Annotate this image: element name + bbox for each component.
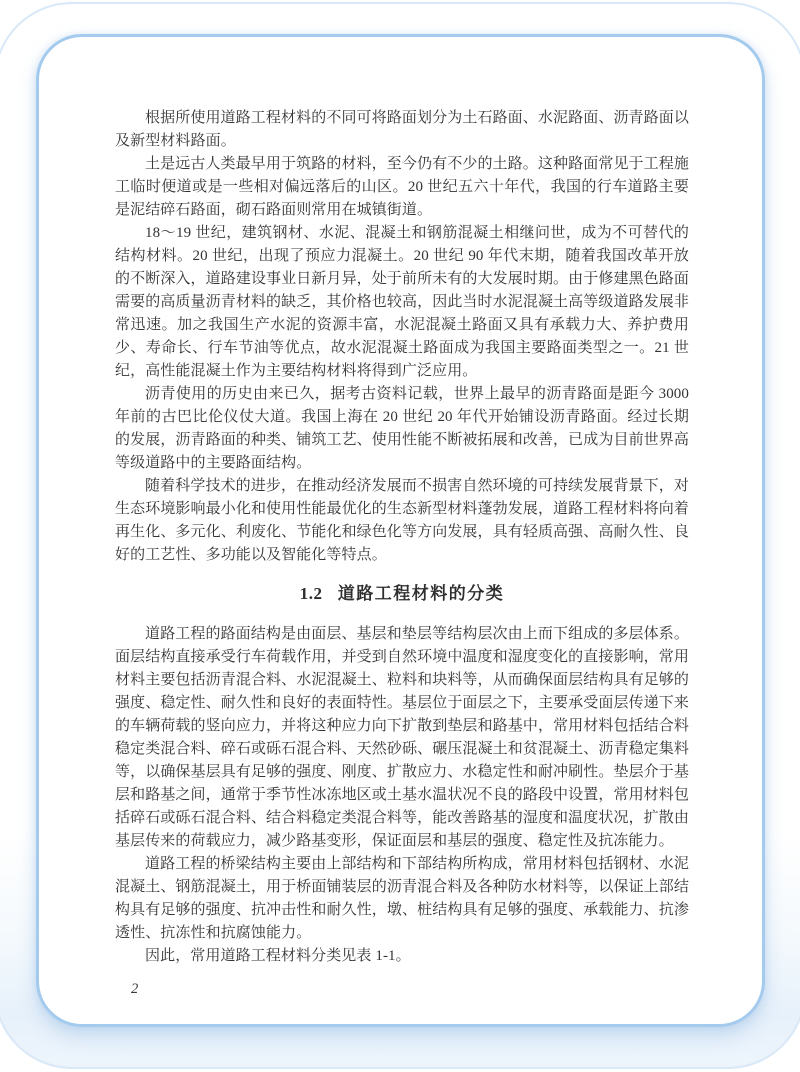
page-content bbox=[115, 107, 689, 1001]
inner-border-frame bbox=[36, 34, 765, 1027]
body-paragraph: 道路工程的桥梁结构主要由上部结构和下部结构所构成，常用材料包括钢材、水泥混凝土、钢筋混凝土，用于桥面铺装层的沥青混合料及各种防水材料等，以保证上部结构具有足够的强度、抗冲击性和耐久性，墩、桩结构具有足够的强度、承载能力、抗渗透性、抗冻性和抗腐蚀能力。 bbox=[115, 856, 689, 941]
body-paragraph: 18～19 世纪，建筑钢材、水泥、混凝土和钢筋混凝土相继问世，成为不可替代的结构材料。20 世纪，出现了预应力混凝土。20 世纪 90 年代末期，随着我国改革开放的不断深入，道路建设事业日新月异，处于前所未有的大发展时期。由于修建黑色路面需要的高质量沥青材料的缺乏，其价格也较高，因此当时水泥混凝土高等级道路发展非常迅速。加之我国生产水泥的资源丰富，水泥混凝土路面又具有承载力大、养护费用少、寿命长、行车节油等优点，故水泥混凝土路面成为我国主要路面类型之一。21 世纪，高性能混凝土作为主要结构材料将得到广泛应用。 bbox=[115, 225, 689, 379]
body-paragraph: 根据所使用道路工程材料的不同可将路面划分为土石路面、水泥路面、沥青路面以及新型材料路面。 bbox=[115, 110, 689, 149]
body-paragraph: 因此，常用道路工程材料分类见表 1-1。 bbox=[145, 948, 411, 964]
body-paragraph: 土是远古人类最早用于筑路的材料，至今仍有不少的土路。这种路面常见于工程施工临时便道或是一些相对偏远落后的山区。20 世纪五六十年代，我国的行车道路主要是泥结碎石路面，砌石路面则常用在城镇街道。 bbox=[115, 156, 689, 218]
section-number: 1.2 bbox=[299, 584, 323, 603]
body-paragraph: 道路工程的路面结构是由面层、基层和垫层等结构层次由上而下组成的多层体系。面层结构直接承受行车荷载作用，并受到自然环境中温度和湿度变化的直接影响，常用材料主要包括沥青混合料、水泥混凝土、粒料和块料等，从而确保面层结构具有足够的强度、稳定性、耐久性和良好的表面特性。基层位于面层之下，主要承受面层传递下来的车辆荷载的竖向应力，并将这种应力向下扩散到垫层和路基中，常用材料包括结合料稳定类混合料、碎石或砾石混合料、天然砂砾、碾压混凝土和贫混凝土、沥青稳定集料等，以确保基层具有足够的强度、刚度、扩散应力、水稳定性和耐冲刷性。垫层介于基层和路基之间，通常于季节性冰冻地区或土基水温状况不良的路段中设置，常用材料包括碎石或砾石混合料、结合料稳定类混合料等，能改善路基的湿度和温度状况，扩散由基层传来的荷载应力，减少路基变形，保证面层和基层的强度、稳定性及抗冻能力。 bbox=[115, 626, 689, 849]
body-paragraph: 沥青使用的历史由来已久，据考古资料记载，世界上最早的沥青路面是距今 3000 年前的古巴比伦仪仗大道。我国上海在 20 世纪 20 年代开始铺设沥青路面。经过长期的发展，沥青路面的种类、铺筑工艺、使用性能不断被拓展和改善，已成为目前世界高等级道路中的主要路面结构。 bbox=[115, 386, 689, 471]
page-number: 2 bbox=[131, 981, 139, 997]
section-title: 道路工程材料的分类 bbox=[337, 584, 505, 603]
section-heading bbox=[115, 582, 689, 606]
body-paragraph: 随着科学技术的进步，在推动经济发展而不损害自然环境的可持续发展背景下，对生态环境影响最小化和使用性能最优化的生态新型材料蓬勃发展，道路工程材料将向着再生化、多元化、利废化、节能化和绿色化等方向发展，具有轻质高强、高耐久性、良好的工艺性、多功能以及智能化等特点。 bbox=[115, 478, 689, 563]
